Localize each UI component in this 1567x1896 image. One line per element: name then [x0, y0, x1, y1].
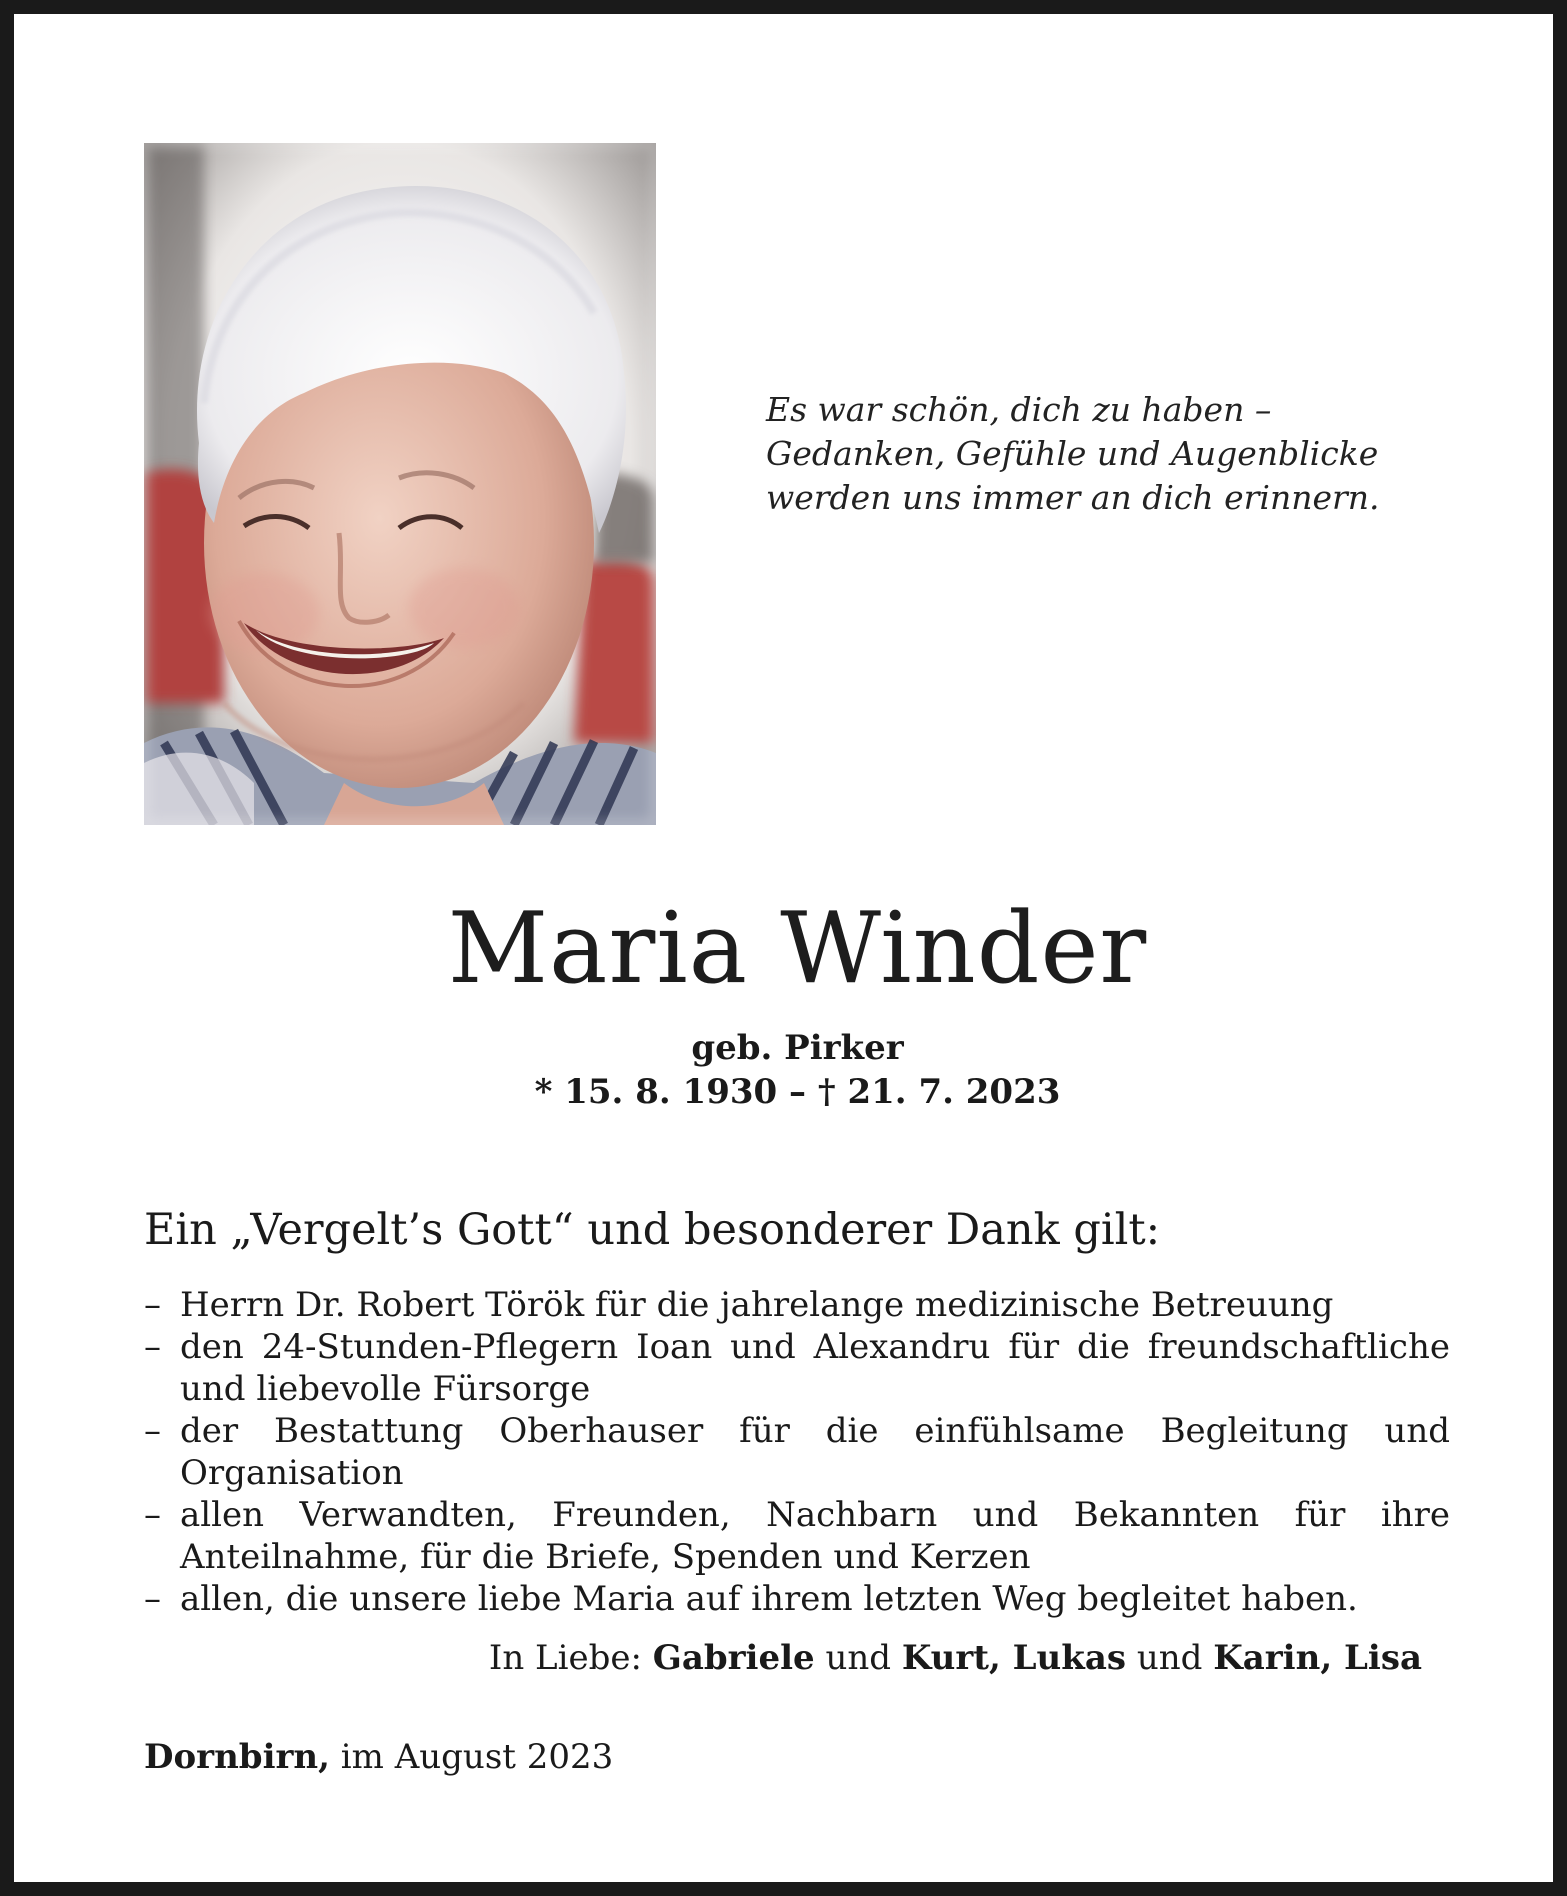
list-item [144, 1284, 1450, 1326]
dash-bullet: – [144, 1285, 161, 1325]
list-item-text: allen, die unsere liebe Maria auf ihrem letzten Weg begleitet haben. [180, 1579, 1358, 1619]
deceased-name: Maria Winder [447, 892, 1148, 1006]
list-item-text: Herrn Dr. Robert Török für die jahrelange medizinische Betreuung [180, 1285, 1334, 1325]
list-item [144, 1326, 1450, 1410]
place-month: im August 2023 [340, 1737, 614, 1777]
dash-bullet: – [144, 1411, 161, 1451]
list-item-text: allen Verwandten, Freunden, Nachbarn und Bekannten für ihre Anteilnahme, für die Briefe, Spenden und Kerzen [180, 1495, 1450, 1577]
signature-prefix: In Liebe: [488, 1638, 642, 1678]
portrait-photo [144, 143, 656, 825]
signature-conjunction: und [825, 1638, 892, 1678]
quote-line: werden uns immer an dich erinnern. [766, 478, 1380, 517]
dash-bullet: – [144, 1579, 161, 1619]
family-name: Kurt, Lukas [901, 1638, 1126, 1678]
family-name: Karin, Lisa [1213, 1638, 1422, 1678]
family-signature [489, 1636, 1422, 1680]
list-item [144, 1578, 1450, 1620]
dash-bullet: – [144, 1495, 161, 1535]
signature-conjunction: und [1136, 1638, 1203, 1678]
maiden-name: geb. Pirker [691, 1028, 904, 1068]
place-date [144, 1735, 613, 1779]
list-item-text: der Bestattung Oberhauser für die einfühlsame Begleitung und Organisation [180, 1411, 1450, 1493]
thanks-list [144, 1284, 1450, 1620]
dash-bullet: – [144, 1327, 161, 1367]
quote-line: Es war schön, dich zu haben – [766, 390, 1272, 429]
list-item [144, 1494, 1450, 1578]
place-city: Dornbirn, [144, 1737, 330, 1777]
memorial-quote [766, 388, 1466, 520]
life-dates: * 15. 8. 1930 – † 21. 7. 2023 [534, 1072, 1061, 1112]
quote-line: Gedanken, Gefühle und Augenblicke [766, 434, 1379, 473]
family-name: Gabriele [652, 1638, 815, 1678]
thanks-heading: Ein „Vergelt’s Gott“ und besonderer Dank gilt: [144, 1205, 1161, 1255]
list-item-text: den 24-Stunden-Pflegern Ioan und Alexandru für die freundschaftliche und liebevolle Fürsorge [180, 1327, 1450, 1409]
list-item [144, 1410, 1450, 1494]
